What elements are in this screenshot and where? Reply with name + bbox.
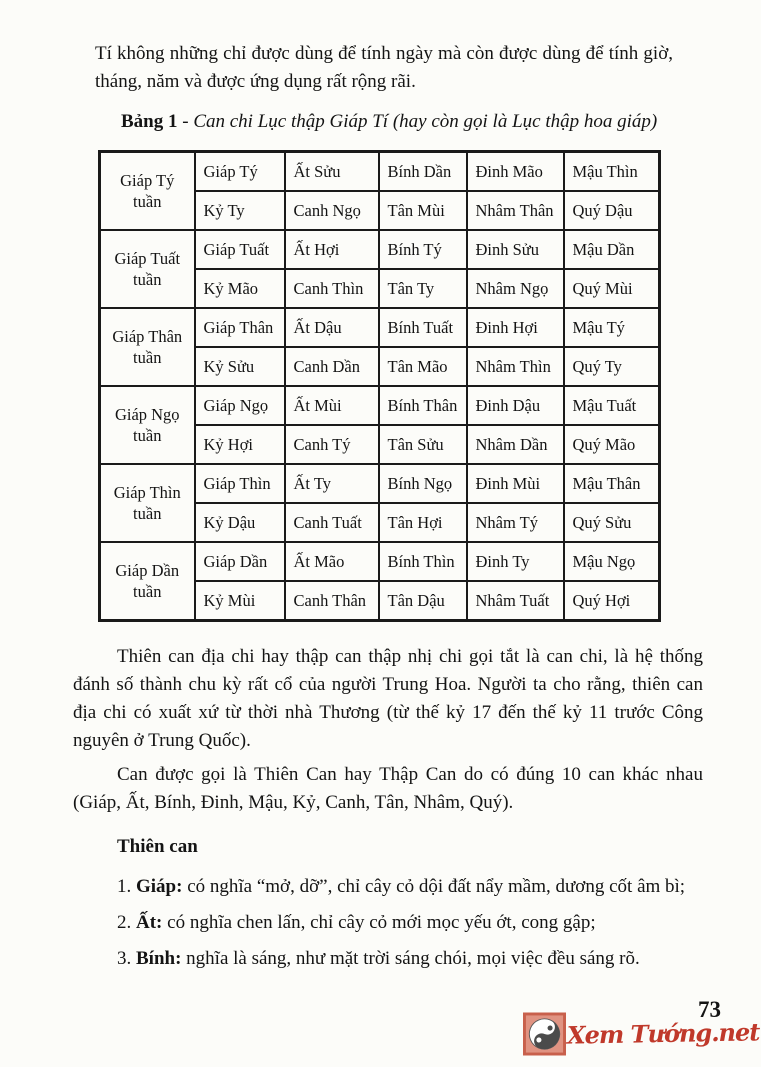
table-cell: Quý Hợi: [564, 581, 660, 621]
list-item-text: có nghĩa “mở, dỡ”, chỉ cây cỏ dội đất nẩy mầm, dương cốt âm bì;: [187, 876, 686, 897]
table-caption-text: Can chi Lục thập Giáp Tí (hay còn gọi là Lục thập hoa giáp): [193, 111, 658, 132]
table-row: [100, 230, 660, 269]
table-cell: Canh Tuất: [285, 503, 379, 542]
table-cell: Quý Mão: [564, 425, 660, 464]
yin-yang-icon: [523, 1012, 566, 1056]
table-cell: Canh Tý: [285, 425, 379, 464]
table-row-header: Giáp Thìn tuần: [100, 464, 195, 542]
table-cell: Đinh Dậu: [467, 386, 564, 425]
table-cell: Ất Sửu: [285, 152, 379, 192]
table-cell: Mậu Dần: [564, 230, 660, 269]
table-cell: Nhâm Thân: [467, 191, 564, 230]
table-cell: Tân Mão: [379, 347, 467, 386]
canchi-table: [98, 150, 661, 622]
table-cell: Canh Thân: [285, 581, 379, 621]
table-cell: Tân Hợi: [379, 503, 467, 542]
table-cell: Giáp Thìn: [195, 464, 285, 503]
list-item-term: Ất:: [136, 912, 163, 933]
list-item-number: 3.: [117, 948, 132, 969]
table-cell: Bính Tý: [379, 230, 467, 269]
table-cell: Bính Dần: [379, 152, 467, 192]
table-cell: Kỷ Sửu: [195, 347, 285, 386]
table-cell: Mậu Tuất: [564, 386, 660, 425]
table-cell: Giáp Tuất: [195, 230, 285, 269]
table-cell: Giáp Tý: [195, 152, 285, 192]
table-cell: Bính Tuất: [379, 308, 467, 347]
table-cell: Canh Ngọ: [285, 191, 379, 230]
table-row-header: Giáp Dần tuần: [100, 542, 195, 621]
table-cell: Kỷ Dậu: [195, 503, 285, 542]
table-cell: Nhâm Tuất: [467, 581, 564, 621]
table-cell: Đinh Sửu: [467, 230, 564, 269]
table-cell: Kỷ Hợi: [195, 425, 285, 464]
table-cell: Quý Sửu: [564, 503, 660, 542]
body-paragraph: Thiên can địa chi hay thập can thập nhị chi gọi tắt là can chi, là hệ thống đánh số thành chu kỳ rất cổ của người Trung Hoa. Người ta cho rằng, thiên can địa chi có xuất xứ từ thời nhà Thương (từ thế kỷ 17 đến thế kỷ 11 trước Công nguyên ở Trung Quốc).: [73, 646, 703, 751]
table-row: [100, 152, 660, 192]
table-cell: Mậu Thân: [564, 464, 660, 503]
table-row-header: Giáp Thân tuần: [100, 308, 195, 386]
table-cell: Tân Dậu: [379, 581, 467, 621]
table-cell: Quý Dậu: [564, 191, 660, 230]
table-cell: Giáp Thân: [195, 308, 285, 347]
watermark: [523, 1012, 759, 1056]
table-caption: [63, 108, 703, 136]
table-cell: Đinh Ty: [467, 542, 564, 581]
table-cell: Bính Ngọ: [379, 464, 467, 503]
table-cell: Kỷ Mão: [195, 269, 285, 308]
list-item: [73, 909, 703, 937]
list-item-number: 2.: [117, 912, 132, 933]
table-row: [100, 386, 660, 425]
table-cell: Bính Thìn: [379, 542, 467, 581]
body-paragraph: Can được gọi là Thiên Can hay Thập Can do có đúng 10 can khác nhau (Giáp, Ất, Bính, Đinh, Mậu, Kỷ, Canh, Tân, Nhâm, Quý).: [73, 764, 703, 813]
table-cell: Canh Dần: [285, 347, 379, 386]
table-row: [100, 308, 660, 347]
table-cell: Mậu Thìn: [564, 152, 660, 192]
table-cell: Kỷ Ty: [195, 191, 285, 230]
table-cell: Tân Mùi: [379, 191, 467, 230]
table-cell: Mậu Ngọ: [564, 542, 660, 581]
table-cell: Nhâm Dần: [467, 425, 564, 464]
table-cell: Nhâm Tý: [467, 503, 564, 542]
intro-paragraph: Tí không những chỉ được dùng để tính ngày mà còn được dùng để tính giờ, tháng, năm và được ứng dụng rất rộng rãi.: [95, 43, 673, 92]
table-cell: Đinh Hợi: [467, 308, 564, 347]
table-cell: Giáp Dần: [195, 542, 285, 581]
list-item-term: Giáp:: [136, 876, 183, 897]
table-cell: Ất Mùi: [285, 386, 379, 425]
table-cell: Mậu Tý: [564, 308, 660, 347]
table-cell: Tân Ty: [379, 269, 467, 308]
table-cell: Quý Mùi: [564, 269, 660, 308]
table-cell: Đinh Mão: [467, 152, 564, 192]
table-cell: Tân Sửu: [379, 425, 467, 464]
table-cell: Canh Thìn: [285, 269, 379, 308]
table-row: [100, 542, 660, 581]
list-item-number: 1.: [117, 876, 132, 897]
list-item: [73, 873, 703, 901]
watermark-text: Xem Tướng.net: [566, 1017, 760, 1050]
table-caption-separator: -: [177, 111, 194, 132]
table-cell: Đinh Mùi: [467, 464, 564, 503]
list-item-text: nghĩa là sáng, như mặt trời sáng chói, mọi việc đều sáng rõ.: [186, 948, 640, 969]
table-row-header: Giáp Tuất tuần: [100, 230, 195, 308]
table-cell: Nhâm Thìn: [467, 347, 564, 386]
list-item: [73, 945, 703, 973]
section-heading: Thiên can: [117, 836, 198, 857]
table-cell: Nhâm Ngọ: [467, 269, 564, 308]
table-cell: Giáp Ngọ: [195, 386, 285, 425]
table-caption-label: Bảng 1: [121, 111, 178, 132]
list-item-text: có nghĩa chen lấn, chỉ cây cỏ mới mọc yếu ớt, cong gập;: [167, 912, 596, 933]
list-item-term: Bính:: [136, 948, 182, 969]
table-cell: Ất Dậu: [285, 308, 379, 347]
table-cell: Kỷ Mùi: [195, 581, 285, 621]
table-cell: Bính Thân: [379, 386, 467, 425]
table-row-header: Giáp Tý tuần: [100, 152, 195, 231]
table-cell: Ất Ty: [285, 464, 379, 503]
page-number: 73: [698, 997, 721, 1022]
table-row-header: Giáp Ngọ tuần: [100, 386, 195, 464]
table-cell: Quý Ty: [564, 347, 660, 386]
table-cell: Ất Mão: [285, 542, 379, 581]
table-row: [100, 464, 660, 503]
table-cell: Ất Hợi: [285, 230, 379, 269]
